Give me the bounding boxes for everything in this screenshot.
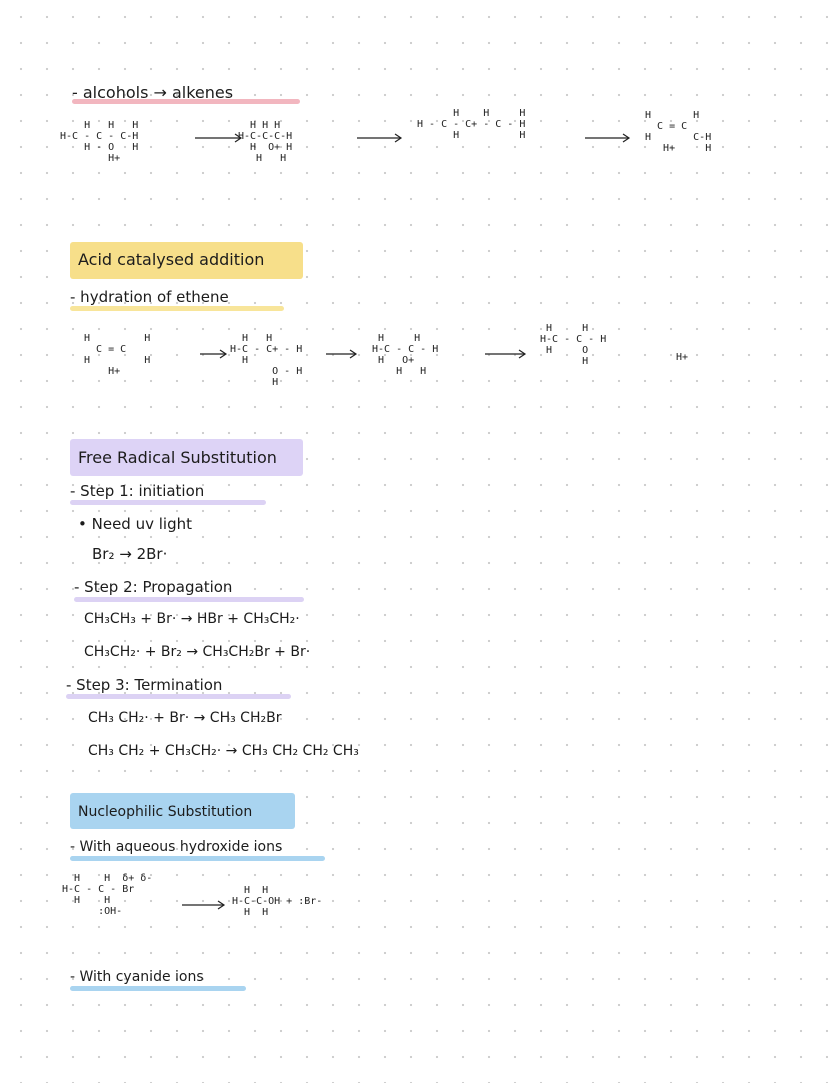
acid-catalysed-title: Acid catalysed addition bbox=[78, 250, 265, 269]
elimination-arrow-3 bbox=[585, 133, 635, 143]
termination-equation-2: CH₃ CH₂ + CH₃CH₂· → CH₃ CH₂ CH₂ CH₃ bbox=[88, 743, 359, 759]
elimination-arrow-2 bbox=[357, 133, 407, 143]
hydration-arrow-1 bbox=[200, 349, 230, 359]
nucleophilic-product-structure: H H H-C-C-OH + :Br- H H bbox=[232, 885, 323, 918]
hydration-arrow-3 bbox=[485, 349, 529, 359]
hydration-ethanol-structure: H H H-C - C - H H O H bbox=[540, 323, 607, 367]
hydration-underline bbox=[70, 306, 284, 311]
initiation-equation: Br₂ → 2Br· bbox=[92, 545, 168, 563]
alcohols-alkenes-heading: - alcohols → alkenes bbox=[72, 83, 234, 102]
hydration-heading: - hydration of ethene bbox=[70, 288, 229, 306]
step3-heading: - Step 3: Termination bbox=[66, 676, 223, 694]
free-radical-title: Free Radical Substitution bbox=[78, 448, 277, 467]
hydration-ethene-structure: H H C = C H H H+ bbox=[84, 333, 151, 377]
nucleophilic-arrow bbox=[182, 900, 228, 910]
hydration-leftover-h-plus: H+ bbox=[676, 352, 689, 363]
step3-underline bbox=[66, 694, 291, 699]
step2-underline bbox=[74, 597, 304, 602]
elimination-protonated-structure: H H H H-C-C-C-H H O+ H H H bbox=[238, 120, 293, 164]
termination-equation-1: CH₃ CH₂· + Br· → CH₃ CH₂Br bbox=[88, 710, 282, 726]
step2-heading: - Step 2: Propagation bbox=[74, 578, 233, 596]
propagation-equation-1: CH₃CH₃ + Br· → HBr + CH₃CH₂· bbox=[84, 611, 300, 627]
hydration-arrow-2 bbox=[326, 349, 360, 359]
nucleophilic-reactant-structure: H H δ+ δ- H-C - C - Br H H :OH- bbox=[62, 873, 153, 917]
elimination-alkene-structure: H H C = C H C-H H+ H bbox=[645, 110, 712, 154]
hydration-oxonium-structure: H H H-C - C - H H O+ H H bbox=[372, 333, 439, 377]
elimination-carbocation-structure: H H H H - C - C+ - C - H H H bbox=[417, 108, 526, 141]
need-uv-light: • Need uv light bbox=[78, 515, 192, 533]
nucleophilic-title: Nucleophilic Substitution bbox=[78, 804, 253, 820]
step1-underline bbox=[70, 500, 266, 505]
step1-heading: - Step 1: initiation bbox=[70, 482, 205, 500]
aqueous-hydroxide-heading: - With aqueous hydroxide ions bbox=[70, 839, 283, 855]
propagation-equation-2: CH₃CH₂· + Br₂ → CH₃CH₂Br + Br· bbox=[84, 644, 311, 660]
cyanide-heading: - With cyanide ions bbox=[70, 969, 204, 985]
elimination-alcohol-structure: H H H H-C - C - C-H H - O H H+ bbox=[60, 120, 139, 164]
cyanide-underline bbox=[70, 986, 246, 991]
hydration-carbocation-structure: H H H-C - C+ - H H O - H H bbox=[230, 333, 303, 388]
aqueous-underline bbox=[70, 856, 325, 861]
